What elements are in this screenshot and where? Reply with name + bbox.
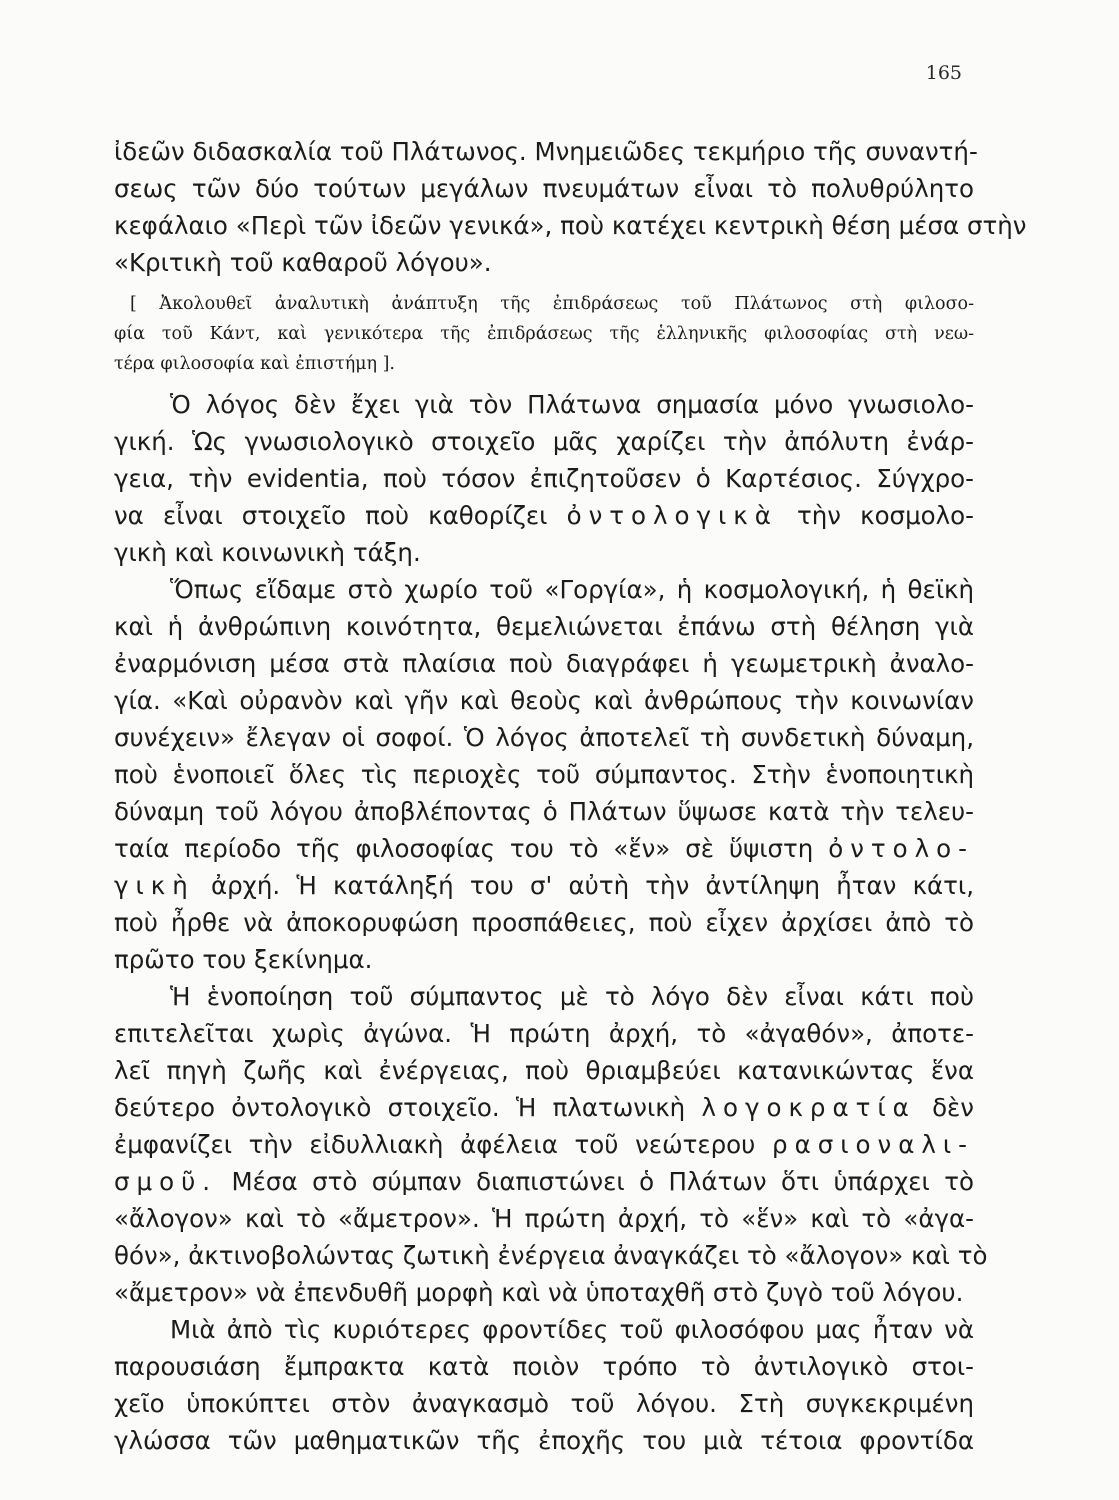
text-line: ποὺ ἦρθε νὰ ἀποκορυφώση προσπάθειες, ποὺ εἶχεν ἀρχίσει ἀπὸ τὸ bbox=[114, 908, 974, 937]
text-line: πρῶτο του ξεκίνημα. bbox=[114, 945, 373, 974]
text-line bbox=[114, 867, 974, 904]
text-line: Μιὰ ἀπὸ τὶς κυριότερες φροντίδες τοῦ φιλοσόφου μας ἦταν νὰ bbox=[170, 1315, 974, 1344]
emphasis-spaced: σμοῦ. bbox=[114, 1167, 218, 1196]
emphasis-spaced: ρασιοναλι- bbox=[772, 1130, 974, 1159]
text-segment: ταία περίοδο τῆς φιλοσοφίας του τὸ «ἕν» σὲ ὕψιστη bbox=[114, 834, 814, 863]
text-line: Ὁ λόγος δὲν ἔχει γιὰ τὸν Πλάτωνα σημασία μόνο γνωσιολο- bbox=[170, 390, 974, 419]
text-line: «ἄλογον» καὶ τὸ «ἄμετρον». Ἡ πρώτη ἀρχή, τὸ «ἕν» καὶ τὸ «ἀγα- bbox=[114, 1204, 974, 1233]
text-line: ἰδεῶν διδασκαλία τοῦ Πλάτωνος. Μνημειῶδες τεκμήριο τῆς συναντή- bbox=[114, 137, 978, 166]
text-line: ἐναρμόνιση μέσα στὰ πλαίσια ποὺ διαγράφει ἡ γεωμετρικὴ ἀναλο- bbox=[114, 649, 974, 678]
text-segment: δεύτερο ὀντολογικὸ στοιχεῖο. Ἡ πλατωνικὴ bbox=[114, 1093, 686, 1122]
text-line bbox=[114, 1163, 974, 1200]
text-segment: τὴν κοσμολο- bbox=[797, 501, 974, 530]
emphasis-spaced: λογοκρατία bbox=[701, 1093, 916, 1122]
text-line: «ἄμετρον» νὰ ἐπενδυθῆ μορφὴ καὶ νὰ ὑποταχθῆ στὸ ζυγὸ τοῦ λόγου. bbox=[114, 1278, 964, 1307]
text-line bbox=[114, 830, 974, 867]
text-line: επιτελεῖται χωρὶς ἀγώνα. Ἡ πρώτη ἀρχή, τὸ «ἀγαθόν», ἀποτε- bbox=[114, 1019, 974, 1048]
text-line: γική. Ὡς γνωσιολογικὸ στοιχεῖο μᾶς χαρίζει τὴν ἀπόλυτη ἐνάρ- bbox=[114, 427, 974, 456]
text-line: χεῖο ὑποκύπτει στὸν ἀναγκασμὸ τοῦ λόγου. Στὴ συγκεκριμένη bbox=[114, 1389, 974, 1418]
text-line: δύναμη τοῦ λόγου ἀποβλέποντας ὁ Πλάτων ὕψωσε κατὰ τὴν τελευ- bbox=[114, 797, 974, 826]
text-line: κεφάλαιο «Περὶ τῶν ἰδεῶν γενικά», ποὺ κατέχει κεντρικὴ θέση μέσα στὴν bbox=[114, 211, 1027, 240]
text-segment: δὲν bbox=[932, 1093, 974, 1122]
note-line: φία τοῦ Κάντ, καὶ γενικότερα τῆς ἐπιδράσεως τῆς ἑλληνικῆς φιλοσοφίας στὴ νεω- bbox=[114, 324, 974, 344]
text-line: ποὺ ἑνοποιεῖ ὅλες τὶς περιοχὲς τοῦ σύμπαντος. Στὴν ἑνοποιητικὴ bbox=[114, 760, 974, 789]
text-line: γλώσσα τῶν μαθηματικῶν τῆς ἐποχῆς του μιὰ τέτοια φροντίδα bbox=[114, 1426, 974, 1455]
text-segment: ἀρχή. Ἡ κατάληξή του σ' αὐτὴ τὴν ἀντίληψη ἦταν κάτι, bbox=[210, 871, 974, 900]
text-line: καὶ ἡ ἀνθρώπινη κοινότητα, θεμελιώνεται ἐπάνω στὴ θέληση γιὰ bbox=[114, 612, 974, 641]
text-line bbox=[114, 1089, 974, 1126]
emphasis-spaced: ὀντολο- bbox=[828, 834, 974, 863]
text-line: γικὴ καὶ κοινωνικὴ τάξη. bbox=[114, 538, 421, 567]
body-text bbox=[114, 133, 1027, 1459]
text-line: Ὅπως εἴδαμε στὸ χωρίο τοῦ «Γοργία», ἡ κοσμολογική, ἡ θεϊκὴ bbox=[170, 575, 974, 604]
text-line: παρουσιάση ἔμπρακτα κατὰ ποιὸν τρόπο τὸ ἀντιλογικὸ στοι- bbox=[114, 1352, 974, 1381]
text-line: σεως τῶν δύο τούτων μεγάλων πνευμάτων εἶναι τὸ πολυθρύλητο bbox=[114, 174, 974, 203]
text-line bbox=[114, 1126, 974, 1163]
text-line bbox=[114, 497, 974, 534]
text-segment: Μέσα στὸ σύμπαν διαπιστώνει ὁ Πλάτων ὅτι ὑπάρχει τὸ bbox=[231, 1167, 974, 1196]
text-line: Ἡ ἑνοποίηση τοῦ σύμπαντος μὲ τὸ λόγο δὲν εἶναι κάτι ποὺ bbox=[170, 982, 974, 1011]
text-line: συνέχειν» ἔλεγαν οἱ σοφοί. Ὁ λόγος ἀποτελεῖ τὴ συνδετικὴ δύναμη, bbox=[114, 723, 974, 752]
text-line: θόν», ἀκτινοβολώντας ζωτικὴ ἐνέργεια ἀναγκάζει τὸ «ἄλογον» καὶ τὸ bbox=[114, 1241, 988, 1270]
emphasis-spaced: ὀντολογικὰ bbox=[566, 501, 778, 530]
text-line: γία. «Καὶ οὐρανὸν καὶ γῆν καὶ θεοὺς καὶ ἀνθρώπους τὴν κοινωνίαν bbox=[114, 686, 974, 715]
text-segment: ἐμφανίζει τὴν εἰδυλλιακὴ ἀφέλεια τοῦ νεώτερου bbox=[114, 1130, 756, 1159]
text-segment: να εἶναι στοιχεῖο ποὺ καθορίζει bbox=[114, 501, 548, 530]
text-line: «Κριτικὴ τοῦ καθαροῦ λόγου». bbox=[114, 248, 492, 277]
note-line: τέρα φιλοσοφία καὶ ἐπιστήμη ]. bbox=[114, 354, 395, 374]
page-number: 165 bbox=[925, 62, 962, 84]
note-line: [ Ἀκολουθεῖ ἀναλυτικὴ ἀνάπτυξη τῆς ἐπιδράσεως τοῦ Πλάτωνος στὴ φιλοσο- bbox=[130, 294, 974, 314]
editorial-note bbox=[114, 289, 974, 379]
text-line: γεια, τὴν evidentia, ποὺ τόσον ἐπιζητοῦσεν ὁ Καρτέσιος. Σύγχρο- bbox=[114, 464, 974, 493]
text-line: λεῖ πηγὴ ζωῆς καὶ ἐνέργειας, ποὺ θριαμβεύει κατανικώντας ἕνα bbox=[114, 1056, 974, 1085]
emphasis-spaced: γικὴ bbox=[114, 871, 195, 900]
